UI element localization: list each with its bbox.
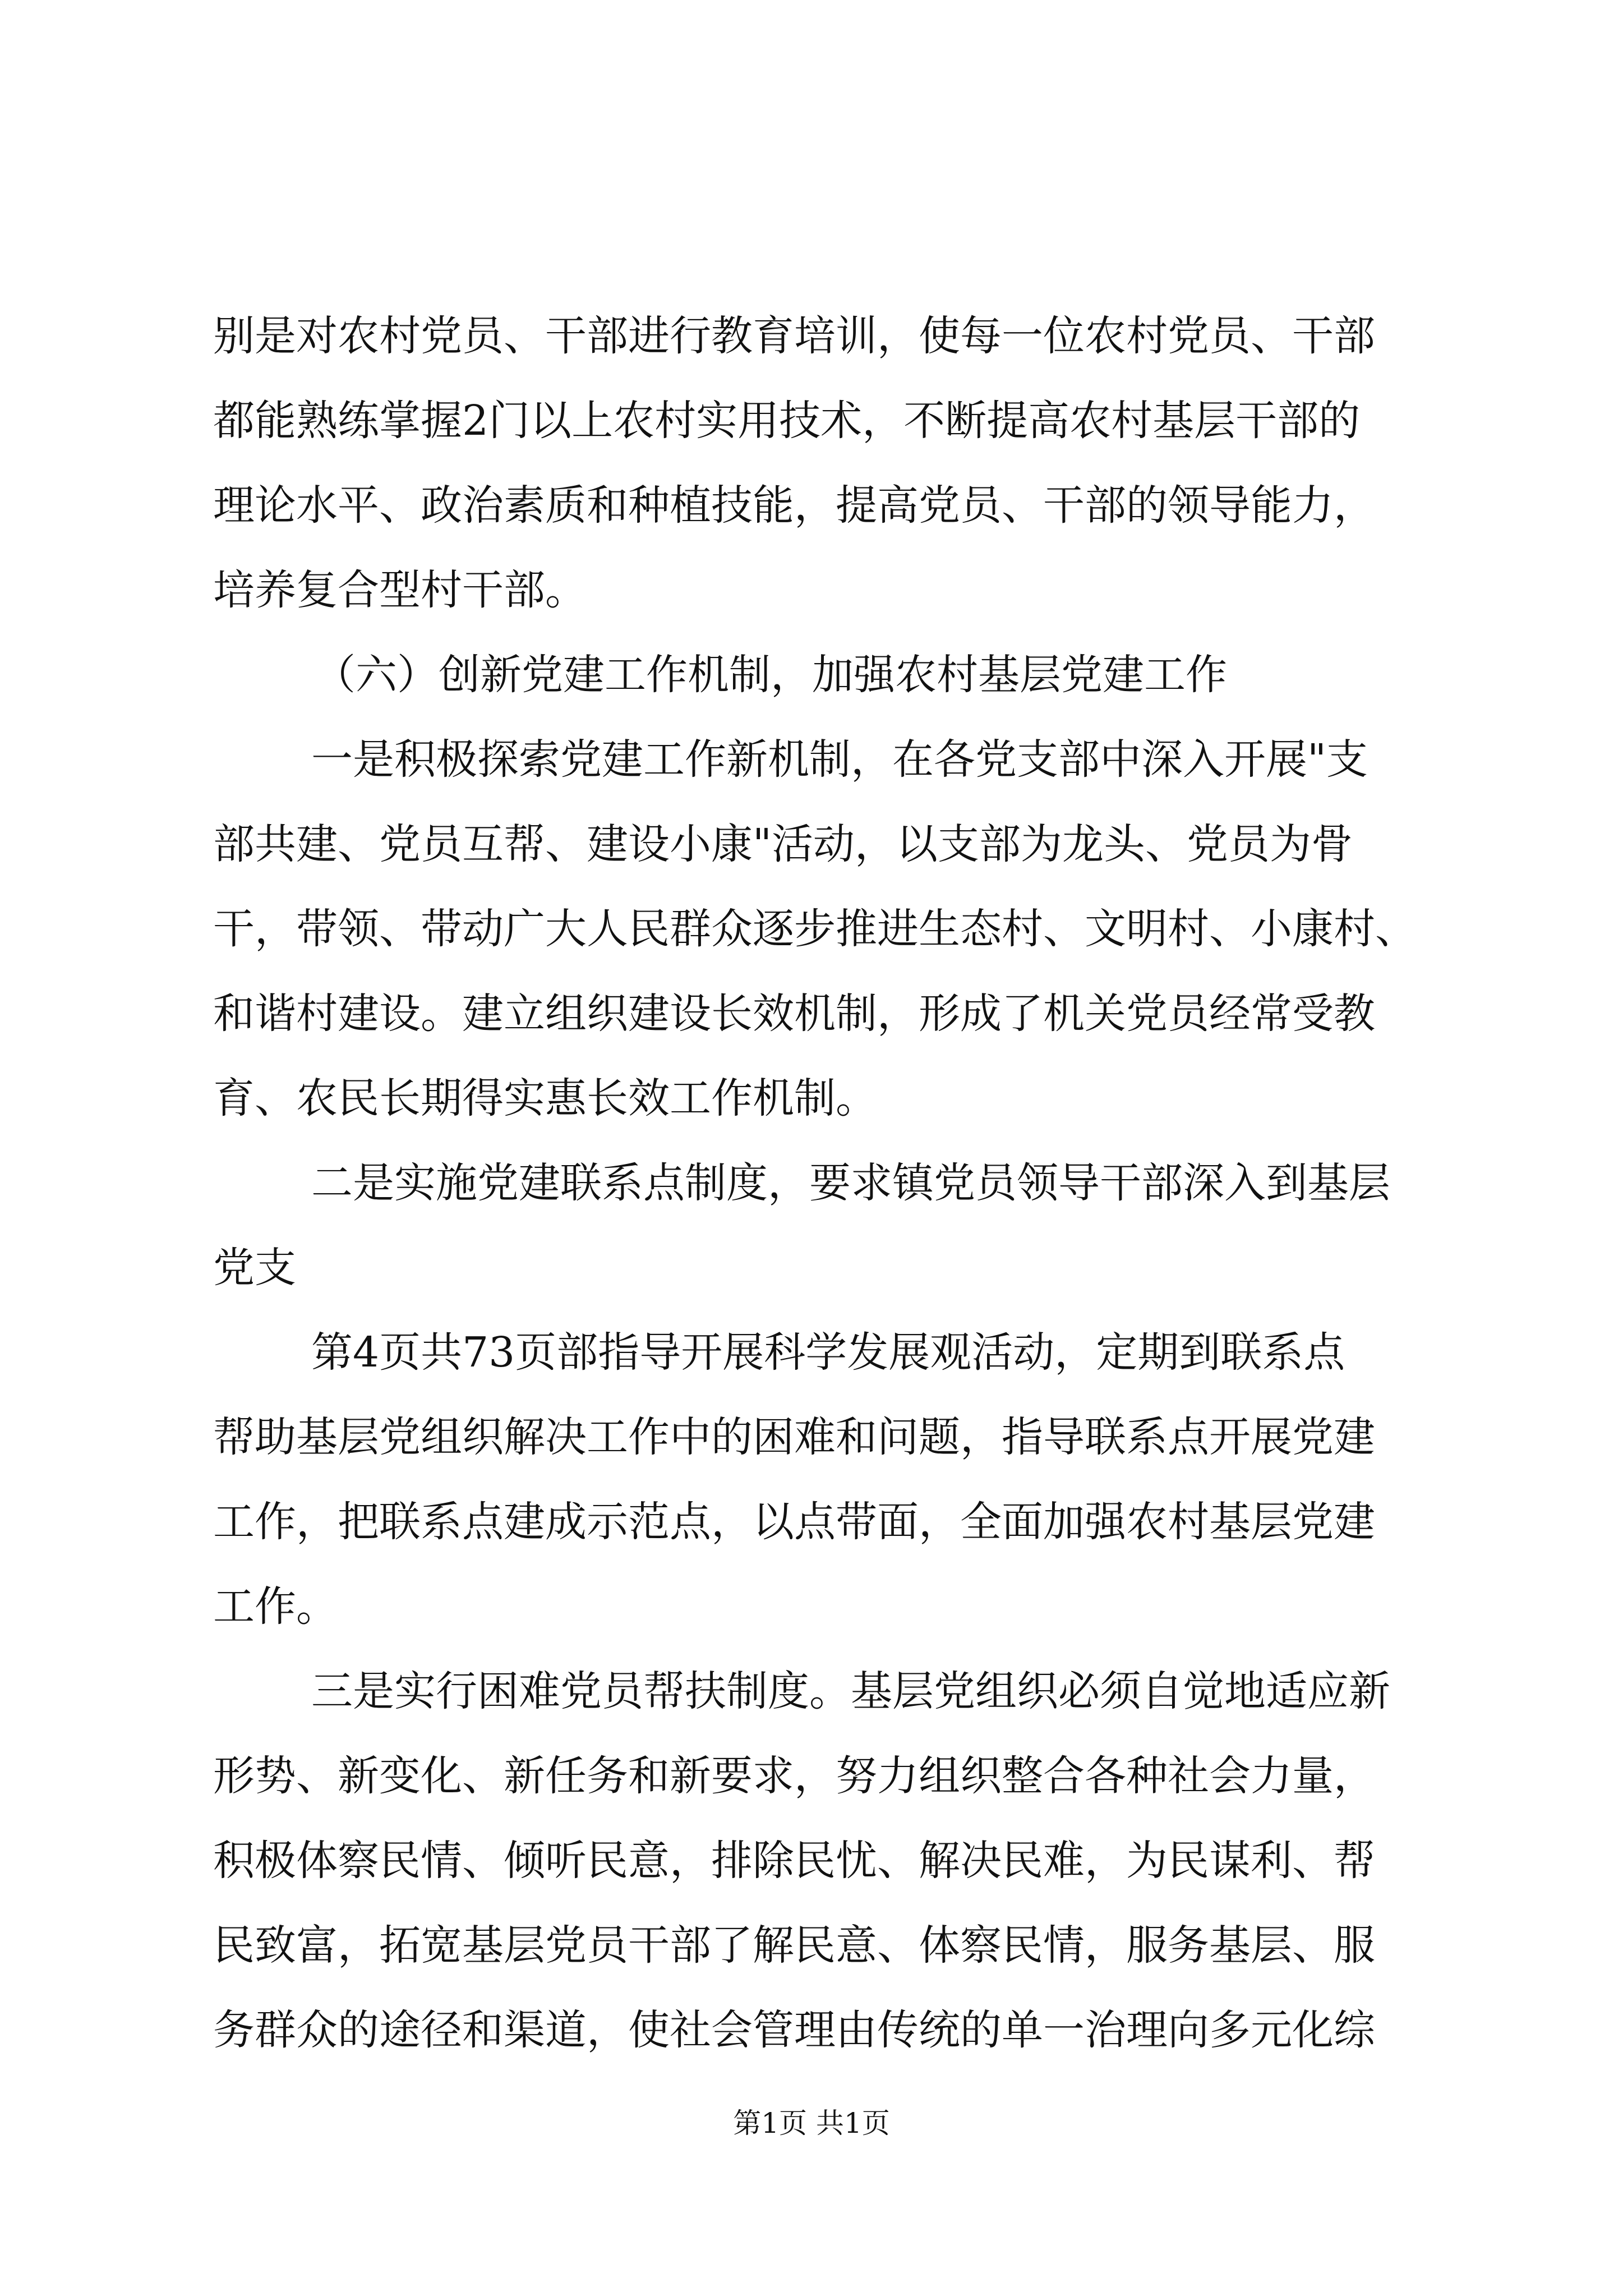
section-heading: （六）创新党建工作机制，加强农村基层党建工作	[314, 651, 1227, 699]
text-line: 干，带领、带动广大人民群众逐步推进生态村、文明村、小康村、	[213, 905, 1417, 953]
text-line: 理论水平、政治素质和种植技能，提高党员、干部的领导能力，	[213, 481, 1375, 530]
text-line: 和谐村建设。建立组织建设长效机制，形成了机关党员经常受教	[213, 990, 1375, 1038]
text-line: 积极体察民情、倾听民意，排除民忧、解决民难，为民谋利、帮	[213, 1837, 1375, 1885]
page-footer: 第1页 共1页	[733, 2107, 890, 2139]
text-line: 工作，把联系点建成示范点，以点带面，全面加强农村基层党建	[213, 1498, 1375, 1546]
text-line: 形势、新变化、新任务和新要求，努力组织整合各种社会力量，	[213, 1752, 1375, 1800]
text-line: 三是实行困难党员帮扶制度。基层党组织必须自觉地适应新	[311, 1667, 1390, 1715]
text-line: 育、农民长期得实惠长效工作机制。	[213, 1074, 877, 1122]
text-line: 都能熟练掌握2门以上农村实用技术，不断提高农村基层干部的	[213, 397, 1361, 445]
text-line: 工作。	[213, 1582, 338, 1631]
text-line: 务群众的途径和渠道，使社会管理由传统的单一治理向多元化综	[213, 2006, 1375, 2054]
text-line: 党支	[213, 1244, 296, 1292]
text-line: 民致富，拓宽基层党员干部了解民意、体察民情，服务基层、服	[213, 1921, 1375, 1970]
text-line: 别是对农村党员、干部进行教育培训，使每一位农村党员、干部	[213, 312, 1375, 360]
text-line: 第4页共73页部指导开展科学发展观活动，定期到联系点	[311, 1328, 1345, 1377]
text-line: 一是积极探索党建工作新机制，在各党支部中深入开展"支	[311, 735, 1368, 784]
text-line: 部共建、党员互帮、建设小康"活动，以支部为龙头、党员为骨	[213, 820, 1353, 868]
text-line: 培养复合型村干部。	[213, 566, 587, 614]
text-line: 帮助基层党组织解决工作中的困难和问题，指导联系点开展党建	[213, 1413, 1375, 1461]
text-line: 二是实施党建联系点制度，要求镇党员领导干部深入到基层	[311, 1159, 1390, 1207]
